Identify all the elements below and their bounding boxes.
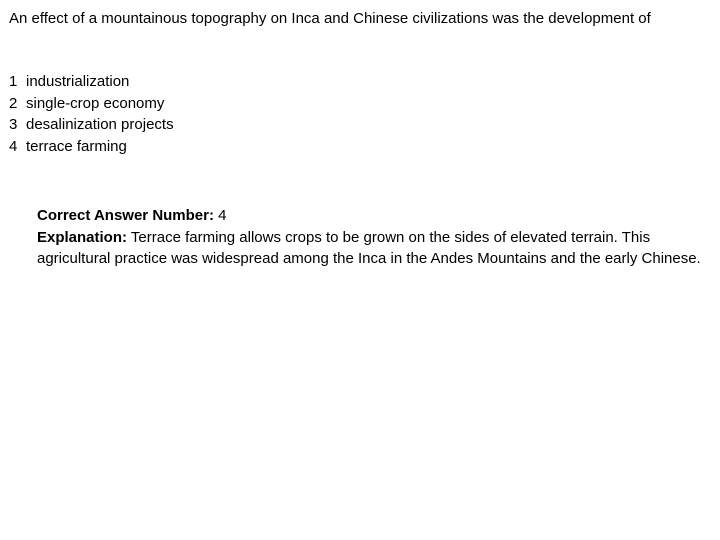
choice-number: 2	[9, 94, 18, 112]
choice-number: 3	[9, 116, 18, 133]
answer-explanation-block	[37, 205, 707, 270]
choice-text: industrialization	[26, 73, 130, 90]
explanation-label: Explanation:	[37, 228, 128, 246]
explanation-paragraph	[37, 227, 707, 270]
choice-text: terrace farming	[26, 137, 127, 155]
choice-text: desalinization projects	[26, 116, 174, 133]
choice-number: 4	[9, 137, 18, 155]
question-text: An effect of a mountainous topography on Inca and Chinese civilizations was the development of	[9, 10, 651, 27]
choice-item-1	[9, 71, 174, 93]
explanation-text: Terrace farming allows crops to be grown on the sides of elevated terrain. This agricultural practice was widespread among the Inca in the Andes Mountains and the early Chinese.	[37, 228, 701, 267]
correct-answer-label: Correct Answer Number:	[37, 207, 214, 224]
answer-choices-list	[9, 71, 174, 157]
choice-text: single-crop economy	[26, 94, 165, 112]
choice-item-2	[9, 93, 174, 115]
choice-number: 1	[9, 73, 18, 90]
correct-answer-value: 4	[218, 207, 227, 224]
correct-answer-line	[37, 205, 707, 227]
choice-item-4	[9, 136, 174, 158]
choice-item-3	[9, 114, 174, 136]
